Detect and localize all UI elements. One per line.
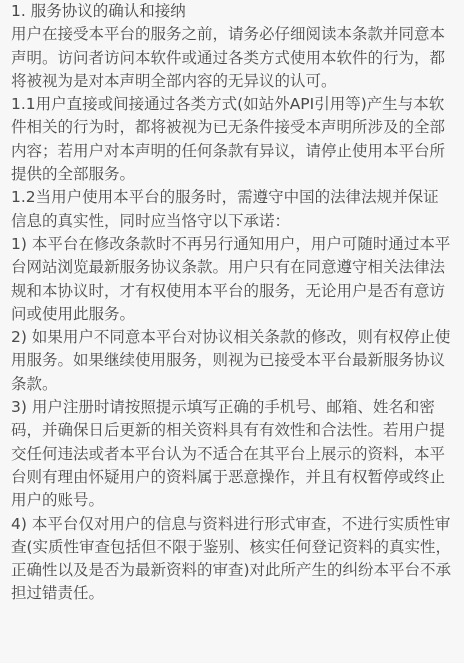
section-title: 1. 服务协议的确认和接纳 — [11, 2, 186, 20]
clause-4: 4) 本平台仅对用户的信息与资料进行形式审查，不进行实质性审查(实质性审查包括但不限于鉴别、核实任何登记资料的真实性，正确性以及是否为最新资料的审查)对此所产生的纠纷本平台不承担过错责任。 — [11, 514, 452, 603]
clause-2: 2) 如果用户不同意本平台对协议相关条款的修改，则有权停止使用服务。如果继续使用服务，则视为已接受本平台最新服务协议条款。 — [11, 328, 451, 393]
paragraph-1-1: 1.1用户直接或间接通过各类方式(如站外API引用等)产生与本软件相关的行为时，都将被视为已无条件接受本声明所涉及的全部内容；若用户对本声明的任何条款有异议，请停止使用本平台所提供的全部服务。 — [11, 95, 446, 184]
paragraph-1-2: 1.2当用户使用本平台的服务时，需遵守中国的法律法规并保证信息的真实性，同时应当恪守以下承诺： — [11, 188, 439, 230]
clause-3: 3) 用户注册时请按照提示填写正确的手机号、邮箱、姓名和密码，并确保日后更新的相关资料具有有效性和合法性。若用户提交任何违法或者本平台认为不适合在其平台上展示的资料，本平台则有理由怀疑用户的资料属于恶意操作，并且有权暂停或终止用户的账号。 — [11, 398, 446, 510]
clause-1: 1) 本平台在修改条款时不再另行通知用户，用户可随时通过本平台网站浏览最新服务协议条款。用户只有在同意遵守相关法律法规和本协议时，才有权使用本平台的服务，无论用户是否有意访问或使用此服务。 — [11, 234, 451, 323]
paragraph-intro: 用户在接受本平台的服务之前，请务必仔细阅读本条款并同意本声明。访问者访问本软件或通过各类方式使用本软件的行为，都将被视为是对本声明全部内容的无异议的认可。 — [11, 25, 446, 90]
